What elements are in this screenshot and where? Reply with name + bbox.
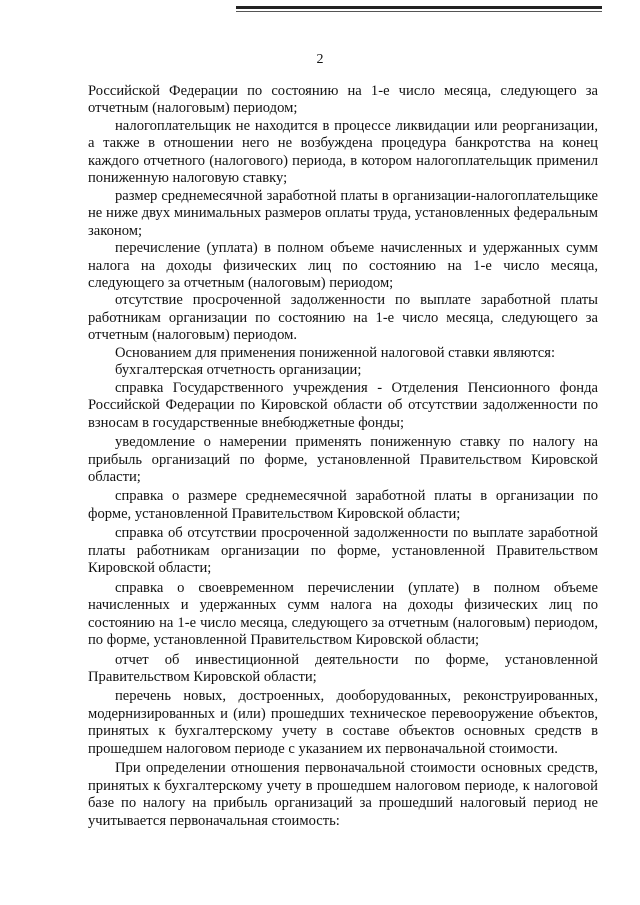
top-rule xyxy=(236,6,602,9)
top-rule-thin xyxy=(236,11,602,12)
paragraph-pension-fund-certificate: справка Государственного учреждения - Отделения Пенсионного фонда Российской Федерации по Кировской области об отсутствии задолженности по взносам в государственные внебюджетные фонды; xyxy=(88,379,598,431)
document-body xyxy=(88,83,598,830)
paragraph-fixed-assets-list: перечень новых, достроенных, дооборудованных, реконструированных, модернизированных и (или) прошедших техническое перевооружение объектов, принятых к бухгалтерскому учету в составе объектов основных средств в прошедшем налоговом периоде с указанием их первоначальной стоимости. xyxy=(88,688,598,757)
paragraph-arrears-certificate: справка об отсутствии просроченной задолженности по выплате заработной платы работникам организации по форме, установленной Правительством Кировской области; xyxy=(88,525,598,577)
paragraph-condition-average-salary: размер среднемесячной заработной платы в организации-налогоплательщике не ниже двух минимальных размеров оплаты труда, установленных федеральным законом; xyxy=(88,187,598,239)
page-number: 2 xyxy=(316,52,324,67)
paragraph-tax-transfer-certificate: справка о своевременном перечислении (уплате) в полном объеме начисленных и удержанных сумм налога на доходы физических лиц по состоянию на 1-е число месяца, следующего за отчетным (налоговым) периодом, по форме, установленной Правительством Кировской области; xyxy=(88,579,598,649)
paragraph-accounting-statements: бухгалтерская отчетность организации; xyxy=(115,362,362,379)
paragraph-salary-certificate: справка о размере среднемесячной заработной платы в организации по форме, установленной Правительством Кировской области; xyxy=(88,488,598,522)
paragraph-notification: уведомление о намерении применять пониженную ставку по налогу на прибыль организаций по форме, установленной Правительством Кировской области; xyxy=(88,434,598,485)
paragraph-cost-determination: При определении отношения первоначальной стоимости основных средств, принятых к бухгалтерскому учету в прошедшем налоговом периоде, к налоговой базе по налогу на прибыль организаций за прошедший налоговый период не учитывается первоначальная стоимость: xyxy=(88,760,598,829)
paragraph-condition-tax-payment: перечисление (уплата) в полном объеме начисленных и удержанных сумм налога на доходы физических лиц по состоянию на 1-е число месяца, следующего за отчетным (налоговым) периодом; xyxy=(88,240,598,291)
paragraph-continuation: Российской Федерации по состоянию на 1-е число месяца, следующего за отчетным (налоговым) периодом; xyxy=(88,83,598,117)
paragraph-investment-report: отчет об инвестиционной деятельности по форме, установленной Правительством Кировской области; xyxy=(88,651,598,685)
paragraph-grounds-heading: Основанием для применения пониженной налоговой ставки являются: xyxy=(115,344,556,361)
paragraph-condition-no-liquidation: налогоплательщик не находится в процессе ликвидации или реорганизации, а также в отношении него не возбуждена процедура банкротства на конец каждого отчетного (налогового) периода, в котором налогоплательщик применил пониженную налоговую ставку; xyxy=(88,117,598,187)
paragraph-condition-no-wage-arrears: отсутствие просроченной задолженности по выплате заработной платы работникам организации по состоянию на 1-е число месяца, следующего за отчетным (налоговым) периодом. xyxy=(88,292,598,344)
